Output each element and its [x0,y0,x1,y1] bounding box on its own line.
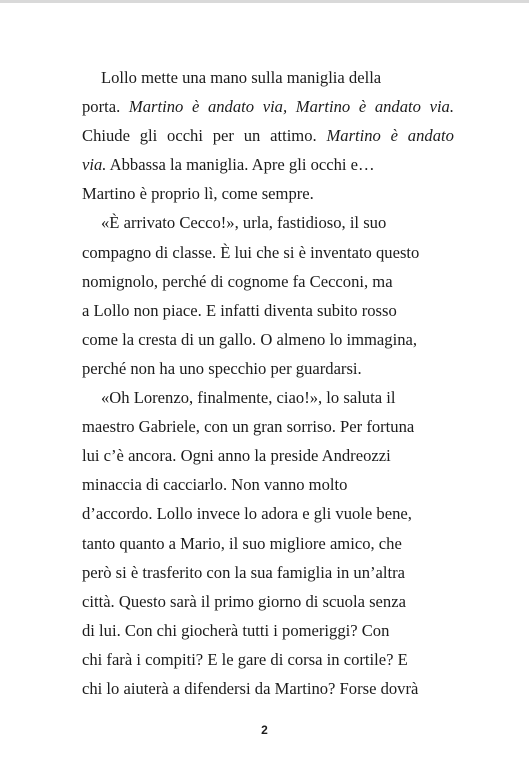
text-line: chi lo aiuterà a difendersi da Martino? Forse dovrà [82,678,419,698]
text-line: «È arrivato Cecco!», urla, fastidioso, il suo [101,213,387,233]
text-line: minaccia di cacciarlo. Non vanno molto [82,475,348,495]
text-line: porta. Martino è andato via, Martino è andato via. [82,97,454,117]
text-line: a Lollo non piace. E infatti diventa subito rosso [82,300,397,320]
text-line: lui c’è ancora. Ogni anno la preside Andreozzi [82,446,391,466]
text-line: Chiude gli occhi per un attimo. Martino è andato [82,126,454,146]
text-line: chi farà i compiti? E le gare di corsa in cortile? E [82,649,408,669]
text-line: perché non ha uno specchio per guardarsi. [82,358,362,378]
text-line: città. Questo sarà il primo giorno di scuola senza [82,591,406,611]
text-line: di lui. Con chi giocherà tutti i pomeriggi? Con [82,620,390,640]
text-line: compagno di classe. È lui che si è inventato questo [82,242,420,262]
text-line: d’accordo. Lollo invece lo adora e gli vuole bene, [82,504,412,524]
text-line: via. Abbassa la maniglia. Apre gli occhi e… [82,155,375,175]
page-number: 2 [261,723,268,737]
text-line: però si è trasferito con la sua famiglia in un’altra [82,562,405,582]
body-text [82,63,454,703]
text-line: maestro Gabriele, con un gran sorriso. Per fortuna [82,417,415,437]
text-line: come la cresta di un gallo. O almeno lo immagina, [82,329,418,349]
text-line: nomignolo, perché di cognome fa Cecconi, ma [82,271,393,291]
text-line: «Oh Lorenzo, finalmente, ciao!», lo saluta il [101,388,396,408]
text-line: tanto quanto a Mario, il suo migliore amico, che [82,533,402,553]
text-line: Lollo mette una mano sulla maniglia della [101,68,382,87]
text-line: Martino è proprio lì, come sempre. [82,184,314,204]
